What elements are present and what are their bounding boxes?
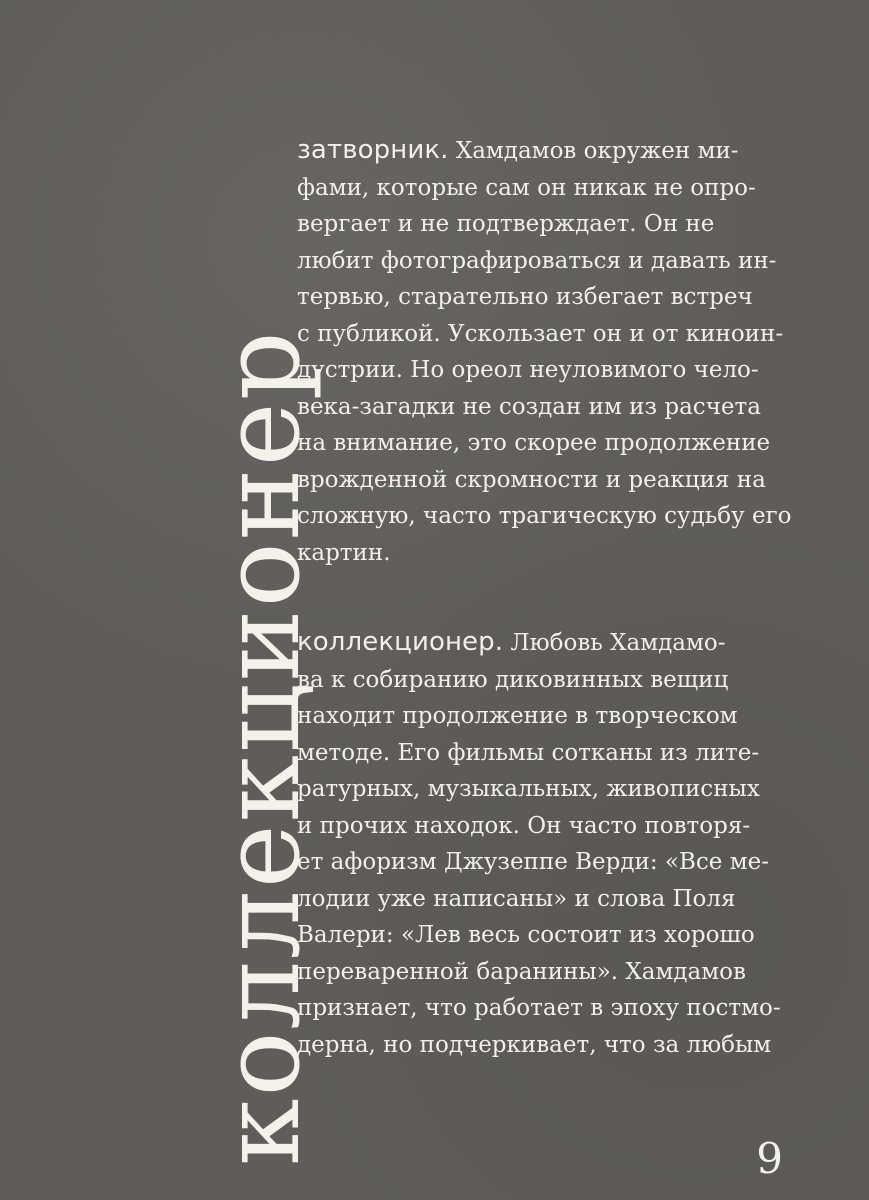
paragraph-line: признает, что работает в эпоху постмо- [297, 995, 781, 1021]
paragraph-line: сложную, часто трагическую судьбу его [297, 503, 792, 529]
paragraph-line: фами, которые сам он никак не опро- [297, 174, 756, 201]
paragraph-line: Валери: «Лев весь состоит из хорошо [297, 922, 755, 948]
paragraph-hermit [297, 132, 792, 571]
paragraph-line: тервью, старательно избегает встреч [297, 284, 753, 310]
vertical-heading: коллекционер [199, 329, 324, 1166]
paragraph-collector [297, 624, 781, 1063]
paragraph-line: ет афоризм Джузеппе Верди: «Все ме- [297, 849, 769, 875]
paragraph-line: любит фотографироваться и давать ин- [297, 247, 777, 274]
paragraph-line: ва к собиранию диковинных вещиц [297, 666, 729, 693]
paragraph-line: дерна, но подчеркивает, что за любым [297, 1031, 772, 1058]
paragraph-line: на внимание, это скорее продолжение [297, 430, 771, 456]
paragraph-line: переваренной баранины». Хамдамов [297, 958, 746, 985]
paragraph-line-rest: Хамдамов окружен ми- [448, 138, 739, 164]
article-text [297, 132, 792, 1063]
paragraph-term: затворник. [297, 135, 449, 165]
paragraph-line: картин. [297, 539, 391, 566]
paragraph-line: с публикой. Ускользает он и от киноин- [297, 320, 784, 347]
paragraph-line: врожденной скромности и реакция на [297, 466, 766, 493]
paragraph-line-rest: Любовь Хамдамо- [503, 630, 726, 656]
paragraph-line: лодии уже написаны» и слова Поля [297, 885, 736, 912]
paragraph-line: ратурных, музыкальных, живописных [297, 776, 760, 802]
paragraph-line: и прочих находок. Он часто повторя- [297, 812, 751, 839]
paragraph-line: века-загадки не создан им из расчета [297, 393, 761, 420]
paragraph-line: находит продолжение в творческом [297, 703, 738, 729]
paragraph-line: дустрии. Но ореол неуловимого чело- [297, 357, 759, 383]
page-number: 9 [756, 1134, 783, 1183]
paragraph-line: методе. Его фильмы сотканы из лите- [297, 739, 760, 766]
paragraph-line: вергает и не подтверждает. Он не [297, 211, 715, 237]
paragraph-term: коллекционер. [297, 627, 504, 657]
paragraph-line [297, 132, 775, 170]
paragraph-line [297, 624, 775, 662]
